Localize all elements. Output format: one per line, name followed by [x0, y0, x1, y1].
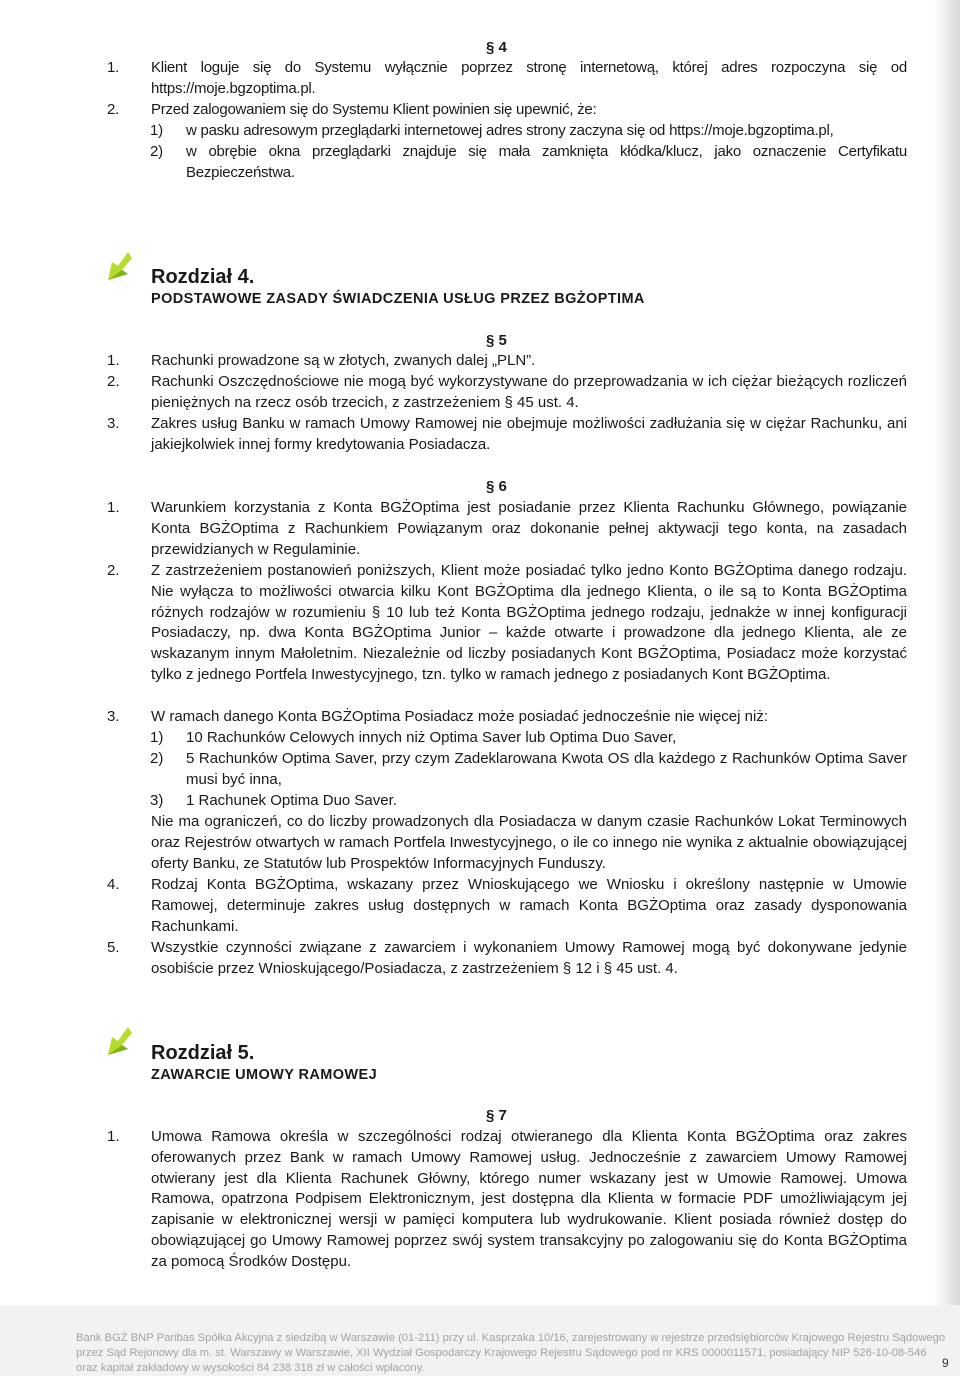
section-5-item-2: 2. Rachunki Oszczędnościowe nie mogą być wykorzystywane do przeprowadzania w ich ciężar bieżących rozliczeń pieniężnych na rzecz osób trzecich, z zastrzeżeniem § 45 ust. 4. — [107, 373, 907, 411]
chapter-5-subtitle: ZAWARCIE UMOWY RAMOWEJ — [151, 1067, 378, 1083]
section-6-item-1: 1. Warunkiem korzystania z Konta BGŻOptima jest posiadanie przez Klienta Rachunku Głównego, powiązanie Konta BGŻOptima z Rachunkiem Powiązanym oraz dokonanie pełnej aktywacji tego konta, na zasadach przewidzianych w Regulaminie. — [107, 499, 907, 558]
section-6-item-5: 5. Wszystkie czynności związane z zawarciem i wykonaniem Umowy Ramowej mogą być dokonywane jedynie osobiście przez Wnioskującego/Posiadacza, z zastrzeżeniem § 12 i § 45 ust. 4. — [107, 939, 907, 977]
page-number: 9 — [942, 1356, 949, 1370]
section-6-item-4: 4. Rodzaj Konta BGŻOptima, wskazany przez Wnioskującego we Wniosku i określony następnie w Umowie Ramowej, determinuje zakres usług dostępnych w ramach Konta BGŻOptima oraz zasady dysponowania Rachunkami. — [107, 876, 907, 935]
page-footer — [0, 1305, 960, 1376]
section-6-sub-2: 2) 5 Rachunków Optima Saver, przy czym Zadeklarowana Kwota OS dla każdego z Rachunków Optima Saver musi być inna, — [150, 750, 907, 788]
section-7-sign: § 7 — [486, 1107, 507, 1124]
section-4-sign: § 4 — [486, 39, 507, 56]
section-6-note: Nie ma ograniczeń, co do liczby prowadzonych dla Posiadacza w danym czasie Rachunków Lokat Terminowych oraz Rejestrów otwartych w ramach Portfela Inwestycyjnego, o ile co innego nie wynika z aktualnie obowiązującej oferty Banku, ze Statutów lub Prospektów Informacyjnych Funduszy. — [151, 813, 907, 872]
chapter-4-title: Rozdział 4. — [151, 266, 255, 288]
page-edge-shade — [934, 0, 960, 1305]
section-7-item-1: 1. Umowa Ramowa określa w szczególności rodzaj otwieranego dla Klienta Konta BGŻOptima oraz zakres oferowanych przez Bank w ramach Umowy Ramowej usług. Jednocześnie z zawarciem Umowy Ramowej otwierany jest dla Klienta Rachunek Główny, którego numer wskazany jest w Umowie Ramowej. Umowa Ramowa, opatrzona Podpisem Elektronicznym, jest dostępna dla Klienta w formacie PDF umożliwiającym jej zapisanie w elektronicznej wersji w pamięci komputera lub wydrukowanie. Klient posiada również dostęp do obowiązującej go Umowy Ramowej poprzez swój system transakcyjny po zalogowaniu się do Konta BGŻOptima za pomocą Środków Dostępu. — [107, 1128, 907, 1270]
section-4-item-1: 1. Klient loguje się do Systemu wyłącznie poprzez stronę internetową, której adres rozpoczyna się od https://moje.bgzoptima.pl. — [107, 59, 907, 97]
chapter-5-title: Rozdział 5. — [151, 1042, 255, 1064]
section-6-item-2: 2. Z zastrzeżeniem postanowień poniższych, Klient może posiadać tylko jedno Konto BGŻOptima danego rodzaju. Nie wyłącza to możliwości otwarcia kilku Kont BGŻOptima dla jednego Klienta, o ile są to Konta BGŻOptima różnych rodzajów w rozumieniu § 10 lub też Konta BGŻOptima jednego rodzaju, jednakże w innej konfiguracji Posiadaczy, np. dwa Konta BGŻOptima Junior – każde otwarte i prowadzone dla jednego Klienta, ale ze wskazanym innym Małoletnim. Niezależnie od liczby posiadanych Kont BGŻOptima, Posiadacz może korzystać tylko z jednego Portfela Inwestycyjnego, tzn. tylko w ramach jednego z posiadanych Kont BGŻOptima. — [107, 562, 907, 683]
section-4-sub-2: 2) w obrębie okna przeglądarki znajduje się mała zamknięta kłódka/klucz, jako oznaczenie Certyfikatu Bezpieczeństwa. — [150, 143, 907, 181]
footer-line-2: przez Sąd Rejonowy dla m. st. Warszawy w Warszawie, XII Wydział Gospodarczy Krajowego Rejestru Sądowego pod nr KRS 0000011571, posiadający NIP 526-10-08-546 — [76, 1347, 927, 1359]
section-5-sign: § 5 — [486, 332, 507, 349]
chapter-arrow-icon — [106, 1025, 134, 1057]
section-5-item-3: 3. Zakres usług Banku w ramach Umowy Ramowej nie obejmuje możliwości zadłużania się w ciężar Rachunku, ani jakiejkolwiek innej formy kredytowania Posiadacza. — [107, 415, 907, 453]
section-6-sub-3: 3) 1 Rachunek Optima Duo Saver. — [150, 792, 397, 809]
chapter-arrow-icon — [106, 250, 134, 282]
section-6-sign: § 6 — [486, 478, 507, 495]
chapter-4-subtitle: PODSTAWOWE ZASADY ŚWIADCZENIA USŁUG PRZEZ BGŻOPTIMA — [151, 291, 645, 307]
section-6-sub-1: 1) 10 Rachunków Celowych innych niż Optima Saver lub Optima Duo Saver, — [150, 729, 677, 746]
section-6-item-3: 3. W ramach danego Konta BGŻOptima Posiadacz może posiadać jednocześnie nie więcej niż: — [107, 708, 768, 725]
footer-line-3: oraz kapitał zakładowy w wysokości 84 238 318 zł w całości wpłacony. — [76, 1362, 425, 1374]
section-4-item-2: 2. Przed zalogowaniem się do Systemu Klient powinien się upewnić, że: — [107, 101, 597, 118]
section-4-sub-1: 1) w pasku adresowym przeglądarki internetowej adres strony zaczyna się od https://moje.bgzoptima.pl, — [150, 122, 834, 139]
footer-line-1: Bank BGŻ BNP Paribas Spółka Akcyjna z siedzibą w Warszawie (01-211) przy ul. Kasprzaka 10/16, zarejestrowany w rejestrze przedsiębiorców Krajowego Rejestru Sądowego — [76, 1332, 946, 1344]
section-5-item-1: 1. Rachunki prowadzone są w złotych, zwanych dalej „PLN”. — [107, 352, 536, 369]
